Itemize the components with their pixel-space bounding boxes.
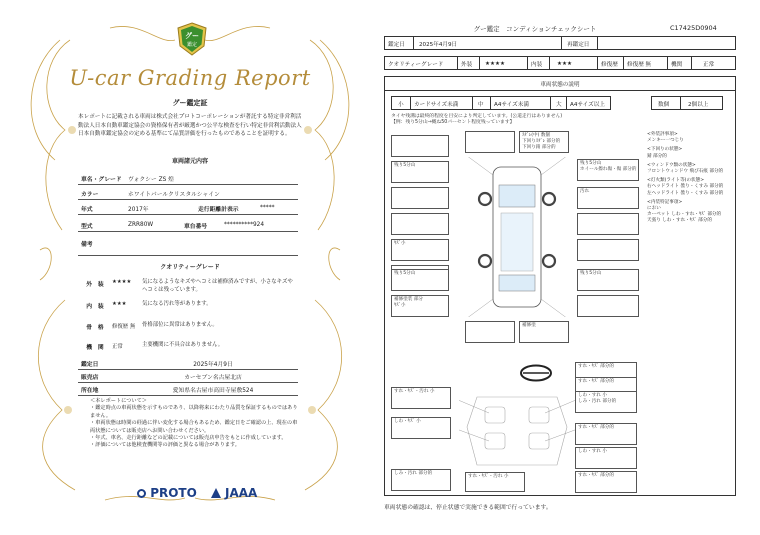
damage-box [391, 161, 449, 183]
note-line: <下回りの状態> [647, 147, 683, 153]
goo-appraisal-badge-icon [177, 22, 207, 56]
condition-panel [384, 76, 736, 496]
note-line: におい [647, 206, 661, 212]
grade-label: 外 装 [86, 282, 104, 288]
spec-value: ホワイトパールクリスタルシャイン [128, 191, 220, 198]
engine-label: 機関 [671, 61, 683, 68]
date-value: 2025年4月9日 [419, 41, 458, 48]
damage-label: 汚れ [580, 189, 590, 194]
grade-engine [78, 342, 298, 351]
spec-label: 型式 [81, 223, 93, 230]
note-line: 左ヘッドライト 曇り・くすみ 部分的 [647, 190, 724, 196]
damage-label: しわ・ｷｽﾞ 小 [394, 419, 421, 424]
reappraisal-label: 再鑑定日 [567, 41, 590, 48]
interior-value: ★★★ [557, 60, 573, 67]
certificate-name: グー鑑定証 [172, 99, 208, 107]
inspection-notes [647, 132, 737, 225]
interior-label: 内装 [531, 61, 543, 68]
damage-box [465, 131, 515, 153]
damage-box [465, 321, 515, 343]
damage-box [391, 469, 451, 491]
grade-desc: 気になるようなキズやヘコミは補修済みですが、小さなキズやヘコミは残っています。 [142, 279, 293, 293]
damage-box [577, 239, 639, 261]
sheet-id: C17425D0904 [670, 24, 717, 32]
damage-box [519, 321, 569, 343]
count-label: 数個 [658, 101, 670, 108]
damage-label: すれ・ｷｽﾞ 部分的 [578, 425, 614, 430]
grade-interior [78, 301, 298, 310]
spec-value: **********924 [224, 222, 265, 228]
spec-label: 車台番号 [184, 223, 208, 230]
grade-label: 機 関 [86, 345, 104, 351]
note-line: 右ヘッドライト 曇り・くすみ 部分的 [647, 184, 724, 190]
repair-value: 修復歴 無 [627, 61, 652, 68]
dealer-row [78, 370, 298, 383]
damage-box [577, 213, 639, 235]
quality-label: クオリティーグレード [388, 61, 444, 68]
note-item: ・鑑定時点の車両状態を示すものであり、以降将来にわたり品質を保証するものではありません。 [90, 405, 298, 419]
damage-box [575, 423, 637, 445]
grade-desc: 気になる汚れ等があります。 [142, 301, 212, 307]
damage-box [391, 213, 449, 235]
quality-table [384, 56, 736, 70]
size-large-desc: A4サイズ以上 [570, 101, 605, 108]
damage-box [577, 269, 639, 291]
repair-label: 修復歴 [601, 61, 618, 68]
footer-label: 販売店 [81, 374, 99, 381]
intro-text: 本レポートに記載される車両は株式会社プロトコーポレーションが著託する特定非営利活動法人日本自動車鑑定協会の資格保有者が厳選かつ公平な検査を行い特定非営利活動法人日本自動車鑑定協会の定める基準にて品質評価を行ったものであることを証明する。 [78, 114, 302, 137]
note-line: <内装特記事項> [647, 199, 683, 205]
grade-desc: 主要機関に不具合はありません。 [142, 342, 224, 348]
damage-label: すれ・ｷｽﾞ 部分的 [578, 379, 614, 384]
spec-row-color [78, 187, 298, 200]
car-top-view-diagram [465, 157, 569, 317]
damage-box [577, 159, 639, 181]
appraisal-date: 2025年4月9日 [193, 361, 233, 368]
note-item: ・評価については他検査機関等の評価と異なる場合があります。 [90, 442, 240, 449]
note-item: ・車両状態は時間の経過に伴い変化する場合もあるため、鑑定日をご確認の上、現在の車両状態については販売店へお問い合わせください。 [90, 420, 298, 434]
grade-stars: 正常 [112, 344, 123, 350]
spec-row-year [78, 202, 298, 215]
note-line: カーペット しわ・すれ・ｷｽﾞ 部分的 [647, 212, 722, 218]
footer-label: 鑑定日 [81, 361, 99, 368]
proto-logo [137, 486, 197, 500]
sheet-footnote: 車両状態の確認は、停止状態で実施できる範囲で行っています。 [384, 505, 552, 511]
date-label: 鑑定日 [388, 41, 405, 48]
note-line: フロントウィンドウ 飛び石痕 部分的 [647, 169, 724, 175]
spec-label: 車名・グレード [81, 176, 122, 183]
spec-value: ***** [260, 205, 275, 211]
count-value: 2個以上 [688, 101, 709, 108]
size-small: 小 [398, 101, 404, 108]
damage-label: すれ・ｷｽﾞ 部分的 [578, 473, 614, 478]
grade-stars: 修復歴 無 [112, 324, 136, 330]
damage-box [391, 187, 449, 209]
jaaa-mark-icon [211, 488, 221, 498]
report-notes [90, 398, 300, 450]
spec-label: カラー [81, 191, 99, 198]
damage-label: 補修塗 [522, 323, 536, 328]
damage-label: しみ・汚れ 部分的 [394, 471, 433, 476]
spec-row-grade [78, 172, 298, 185]
damage-box [391, 135, 449, 157]
grade-frame [78, 322, 298, 331]
spec-heading: 車両諸元内容 [171, 158, 208, 165]
damage-box [519, 131, 569, 153]
damage-box [391, 417, 451, 439]
notes-title: ＜本レポートについて＞ [90, 398, 147, 404]
quality-heading: クオリティーグレード [160, 264, 220, 271]
damage-label: しわ・すれ 小 しみ・汚れ 部分的 [578, 393, 617, 404]
damage-box [391, 387, 451, 409]
damage-box [575, 471, 637, 493]
damage-box [391, 269, 449, 291]
size-mid: 中 [478, 101, 484, 108]
car-interior-diagram [459, 387, 575, 471]
spec-label: 年式 [81, 206, 93, 213]
damage-label: すれ・ｷｽﾞ・汚れ 小 [394, 389, 435, 394]
appraisal-date-row [78, 357, 298, 370]
damage-label: 残り5分山 ホイール擦れ傷・傷 部分的 [580, 161, 637, 172]
size-small-desc: カードサイズ未満 [414, 101, 459, 108]
tire-example: 【例：残り5分山→概ね50パーセント程度残っています】 [391, 120, 515, 125]
steering-wheel-icon [519, 364, 553, 382]
proto-mark-icon [137, 489, 146, 498]
damage-label: すれ・ｷｽﾞ 部分的 [578, 364, 614, 369]
dealer-address: 愛知県名古屋市高田寺屋敷524 [172, 387, 254, 394]
damage-label: 残り5分山 [394, 271, 416, 276]
damage-box [391, 239, 449, 261]
spec-value: ヴォクシー ZS 煌 [128, 176, 174, 183]
exterior-value: ★★★★ [485, 60, 506, 67]
condition-check-sheet [380, 0, 760, 535]
damage-label: 補修塗装 部分 ｷｽﾞ小 [394, 297, 424, 308]
damage-label: すれ・ｷｽﾞ・汚れ 小 [468, 474, 509, 479]
damage-box [577, 187, 639, 209]
spec-label: 走行距離計表示 [198, 206, 239, 213]
engine-value: 正常 [703, 61, 715, 68]
spec-value: 2017年 [128, 206, 149, 213]
spec-row-remarks [78, 236, 298, 256]
size-mid-desc: A4サイズ未満 [494, 101, 529, 108]
spec-value: ZRR80W [128, 222, 154, 228]
grade-label: 骨 格 [86, 325, 104, 331]
size-large: 大 [556, 101, 562, 108]
note-line: 天張り しわ・すれ・ｷｽﾞ 部分的 [647, 218, 712, 224]
damage-label: ｽﾀﾞﾚ(中) 数個 下回りｽﾀﾞﾚ 部分的 下回り錆 部分的 [522, 133, 561, 150]
proto-logo-text: PROTO [150, 486, 197, 500]
count-legend [651, 96, 723, 110]
address-row [78, 383, 298, 396]
damage-box [575, 447, 637, 469]
damage-box [465, 472, 525, 492]
date-table [384, 36, 736, 50]
damage-label: 残り5分山 [394, 163, 416, 168]
footer-label: 所在地 [81, 387, 99, 394]
grade-exterior [78, 279, 298, 294]
grade-label: 内 装 [86, 304, 104, 310]
grade-stars: ★★★ [112, 301, 127, 307]
size-legend [391, 96, 611, 110]
jaaa-logo [211, 486, 258, 500]
report-title: U-car Grading Report [69, 66, 311, 90]
jaaa-logo-text: JAAA [225, 486, 258, 500]
svg-text:鑑定: 鑑定 [186, 42, 198, 48]
note-line: <ウィンドウ類の状態> [647, 162, 696, 168]
damage-label: ｷｽﾞ小 [394, 241, 406, 246]
damage-box [575, 391, 637, 413]
note-line: <灯火類(ライト等)の状態> [647, 178, 705, 184]
damage-box [391, 295, 449, 317]
note-line: <外装評事項> [647, 132, 678, 137]
note-item: ・年式、車名、走行距離などの記載については販売店申告をもとに作成しています。 [90, 435, 287, 442]
spec-row-model [78, 219, 298, 232]
damage-label: 残り5分山 [580, 271, 602, 276]
note-line: メンキー一つじり [647, 138, 684, 144]
sheet-title: グー鑑定 コンディションチェックシート [473, 25, 597, 33]
svg-text:グー: グー [185, 32, 199, 40]
exterior-label: 外装 [461, 61, 473, 68]
condition-heading: 車両状態の説明 [540, 82, 580, 88]
damage-label: しわ・すれ 小 [578, 449, 608, 454]
spec-label: 備考 [81, 242, 93, 248]
note-line: 錆 部分的 [647, 153, 667, 159]
grade-stars: ★★★★ [112, 279, 132, 285]
damage-box [577, 295, 639, 317]
tire-note: タイヤ残溝は最終的程度を目安により判定しています。(公道走行はありません) [391, 114, 563, 119]
dealer-name: カーセブン名古屋北店 [184, 374, 242, 381]
logo-area [137, 486, 257, 500]
grade-desc: 骨格部位に異常はありません。 [142, 322, 218, 328]
